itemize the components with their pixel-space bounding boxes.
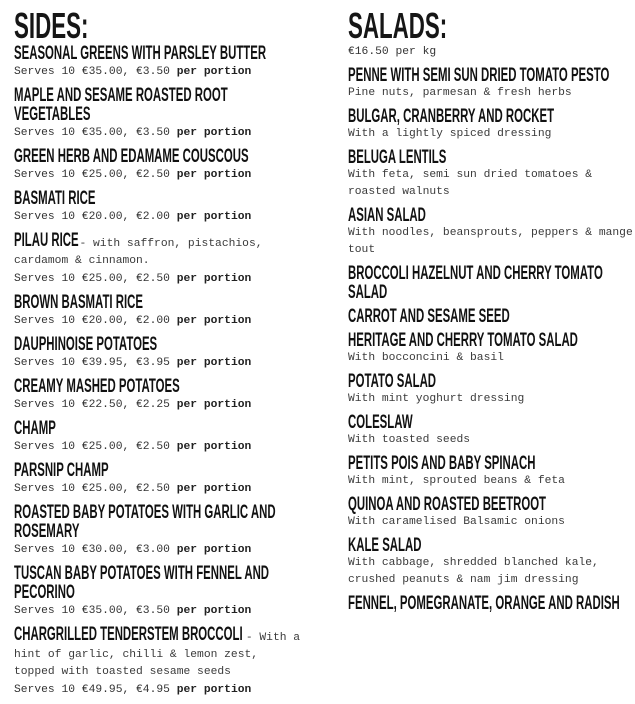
- menu-item: [348, 66, 635, 102]
- item-price: [14, 541, 314, 559]
- menu-item: [348, 495, 635, 531]
- item-name: CHARGRILLED TENDERSTEM BROCCOLI: [14, 624, 243, 645]
- sides-title: SIDES:: [14, 5, 89, 46]
- salads-section: [348, 5, 635, 618]
- item-name: BELUGA LENTILS: [348, 147, 447, 168]
- item-price: [14, 208, 314, 226]
- item-price: [14, 438, 314, 456]
- menu-item: [14, 377, 314, 414]
- item-description: With bocconcini & basil: [348, 352, 504, 364]
- item-per-portion: per portion: [176, 127, 252, 139]
- item-per-portion: per portion: [176, 684, 252, 696]
- item-description: With mint, sprouted beans & feta: [348, 475, 565, 487]
- item-price: [14, 270, 314, 288]
- menu-item: [348, 107, 635, 143]
- item-name: CREAMY MASHED POTATOES: [14, 376, 180, 397]
- item-price: [14, 124, 314, 142]
- item-name: POTATO SALAD: [348, 371, 437, 392]
- item-name: ROASTED BABY POTATOES WITH GARLIC AND ROSEMARY: [14, 502, 276, 542]
- menu-item: [14, 335, 314, 372]
- item-price: [14, 63, 314, 81]
- menu-item: [14, 293, 314, 330]
- item-serves-price: Serves 10 €25.00, €2.50: [14, 483, 170, 495]
- item-serves-price: Serves 10 €35.00, €3.50: [14, 605, 170, 617]
- item-description: Pine nuts, parmesan & fresh herbs: [348, 87, 572, 99]
- sides-section: [14, 5, 314, 704]
- item-per-portion: per portion: [176, 211, 252, 223]
- menu-item: [348, 372, 635, 408]
- item-serves-price: Serves 10 €35.00, €3.50: [14, 127, 170, 139]
- item-serves-price: Serves 10 €30.00, €3.00: [14, 544, 170, 556]
- item-description: - With a hint of garlic, chilli & lemon zest, topped with toasted sesame seeds: [14, 632, 301, 678]
- menu-item: [14, 44, 314, 81]
- menu-item: [348, 264, 635, 302]
- item-name: BULGAR, CRANBERRY AND ROCKET: [348, 106, 555, 127]
- item-per-portion: per portion: [176, 66, 252, 78]
- item-serves-price: Serves 10 €20.00, €2.00: [14, 315, 170, 327]
- menu-item: [14, 189, 314, 226]
- item-description: With feta, semi sun dried tomatoes & roasted walnuts: [348, 169, 593, 198]
- item-name: TUSCAN BABY POTATOES WITH FENNEL AND PECORINO: [14, 563, 270, 603]
- item-name: BROCCOLI HAZELNUT AND CHERRY TOMATO SALAD: [348, 263, 603, 303]
- menu-item: [348, 307, 635, 326]
- menu-item: [14, 461, 314, 498]
- menu-item: [348, 413, 635, 449]
- item-description: With cabbage, shredded blanched kale, crushed peanuts & nam jim dressing: [348, 557, 599, 586]
- item-name: QUINOA AND ROASTED BEETROOT: [348, 494, 547, 515]
- item-name: CARROT AND SESAME SEED: [348, 306, 510, 327]
- item-per-portion: per portion: [176, 273, 252, 285]
- item-heading-line: [14, 625, 302, 681]
- item-serves-price: Serves 10 €25.00, €2.50: [14, 273, 170, 285]
- item-per-portion: per portion: [176, 357, 252, 369]
- item-name: MAPLE AND SESAME ROASTED ROOT VEGETABLES: [14, 85, 228, 125]
- item-per-portion: per portion: [176, 315, 252, 327]
- item-serves-price: Serves 10 €39.95, €3.95: [14, 357, 170, 369]
- item-price: [14, 602, 314, 620]
- menu-item: [14, 86, 314, 142]
- item-name: COLESLAW: [348, 412, 413, 433]
- salads-list: [348, 66, 635, 613]
- item-serves-price: Serves 10 €20.00, €2.00: [14, 211, 170, 223]
- item-per-portion: per portion: [176, 441, 252, 453]
- menu-item: [14, 419, 314, 456]
- menu-item: [14, 564, 314, 620]
- item-per-portion: per portion: [176, 169, 252, 181]
- item-name: GREEN HERB AND EDAMAME COUSCOUS: [14, 146, 249, 167]
- item-name: SEASONAL GREENS WITH PARSLEY BUTTER: [14, 43, 267, 64]
- menu-item: [348, 536, 635, 589]
- item-name: PILAU RICE: [14, 230, 79, 251]
- salads-title: SALADS:: [348, 5, 448, 46]
- menu-item: [348, 206, 635, 259]
- menu-item: [14, 625, 314, 699]
- item-name: PARSNIP CHAMP: [14, 460, 109, 481]
- item-description: With a lightly spiced dressing: [348, 128, 552, 140]
- item-per-portion: per portion: [176, 483, 252, 495]
- item-description: - with saffron, pistachios, cardamom & cinnamon.: [14, 238, 263, 267]
- sides-list: [14, 44, 314, 699]
- item-serves-price: Serves 10 €25.00, €2.50: [14, 169, 170, 181]
- item-description: With noodles, beansprouts, peppers & mange tout: [348, 227, 633, 256]
- item-name: ASIAN SALAD: [348, 205, 426, 226]
- item-name: PETITS POIS AND BABY SPINACH: [348, 453, 536, 474]
- item-description: With toasted seeds: [348, 434, 471, 446]
- menu-item: [14, 147, 314, 184]
- salads-price-note: €16.50 per kg: [348, 46, 437, 58]
- menu-item: [14, 503, 314, 559]
- item-price: [14, 396, 314, 414]
- item-price: [14, 354, 314, 372]
- item-per-portion: per portion: [176, 605, 252, 617]
- item-serves-price: Serves 10 €25.00, €2.50: [14, 441, 170, 453]
- item-name: BASMATI RICE: [14, 188, 96, 209]
- item-serves-price: Serves 10 €22.50, €2.25: [14, 399, 170, 411]
- item-heading-line: [14, 231, 302, 270]
- item-per-portion: per portion: [176, 399, 252, 411]
- item-name: HERITAGE AND CHERRY TOMATO SALAD: [348, 330, 578, 351]
- item-name: KALE SALAD: [348, 535, 422, 556]
- item-price: [14, 681, 314, 699]
- item-name: DAUPHINOISE POTATOES: [14, 334, 158, 355]
- item-price: [14, 166, 314, 184]
- item-price: [14, 480, 314, 498]
- menu-item: [348, 148, 635, 201]
- menu-item: [348, 454, 635, 490]
- item-name: PENNE WITH SEMI SUN DRIED TOMATO PESTO: [348, 65, 610, 86]
- item-serves-price: Serves 10 €49.95, €4.95: [14, 684, 170, 696]
- item-description: With caramelised Balsamic onions: [348, 516, 565, 528]
- item-price: [14, 312, 314, 330]
- menu-item: [348, 331, 635, 367]
- item-description: With mint yoghurt dressing: [348, 393, 525, 405]
- menu-item: [348, 594, 635, 613]
- item-name: FENNEL, POMEGRANATE, ORANGE AND RADISH: [348, 593, 620, 614]
- item-per-portion: per portion: [176, 544, 252, 556]
- item-name: BROWN BASMATI RICE: [14, 292, 143, 313]
- item-name: CHAMP: [14, 418, 56, 439]
- menu-item: [14, 231, 314, 288]
- item-serves-price: Serves 10 €35.00, €3.50: [14, 66, 170, 78]
